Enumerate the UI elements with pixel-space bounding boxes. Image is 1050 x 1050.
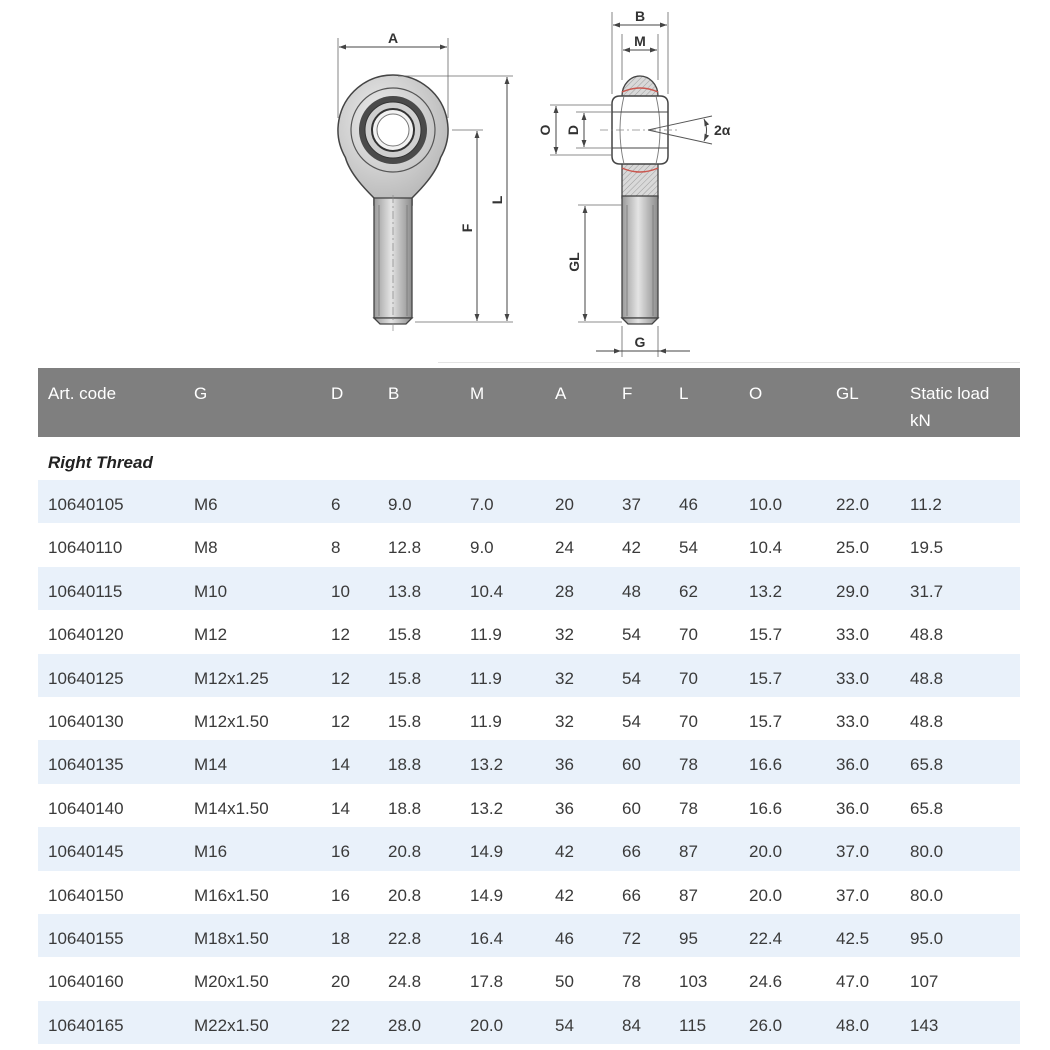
- cell-art-code: 10640105: [48, 495, 124, 514]
- cell-a: 32: [555, 668, 574, 688]
- cell-f: 60: [622, 755, 641, 775]
- cell-gl: 47.0: [836, 972, 870, 992]
- bore: [377, 114, 409, 146]
- cell-m: 11.9: [470, 668, 502, 688]
- cell-o: 20.0: [749, 842, 783, 862]
- cell-b: 20.8: [388, 842, 422, 862]
- cell-o: 24.6: [749, 972, 783, 992]
- cell-gl: 25.0: [836, 538, 870, 558]
- cell-a: 54: [555, 1015, 574, 1035]
- angle-label-2alpha: 2α: [714, 122, 731, 138]
- header-m: M: [470, 384, 485, 403]
- side-view: [537, 8, 731, 357]
- cell-g: M8: [194, 538, 218, 558]
- cell-art-code: 10640165: [48, 1015, 124, 1035]
- table-row: [38, 957, 1020, 1000]
- header-f: F: [622, 384, 633, 403]
- cell-o: 20.0: [749, 885, 783, 905]
- cell-d: 8: [331, 538, 341, 558]
- cell-a: 42: [555, 842, 574, 862]
- cell-m: 14.9: [470, 842, 504, 862]
- cell-l: 87: [679, 842, 698, 862]
- dimension-label-o: O: [537, 124, 553, 136]
- cell-f: 37: [622, 495, 641, 514]
- shank-chamfer: [622, 318, 658, 324]
- dimension-label-d: D: [565, 124, 581, 136]
- cell-b: 15.8: [388, 625, 422, 645]
- header-art-code: Art. code: [48, 384, 117, 403]
- cell-a: 36: [555, 798, 574, 818]
- cell-gl: 36.0: [836, 755, 870, 775]
- header-g: G: [194, 384, 208, 403]
- cell-art-code: 10640125: [48, 668, 124, 688]
- table-row: [38, 523, 1020, 566]
- cell-f: 72: [622, 928, 641, 948]
- cell-f: 48: [622, 581, 641, 601]
- cell-static-load: 80.0: [910, 885, 944, 905]
- cell-static-load: 107: [910, 972, 939, 992]
- cell-l: 46: [679, 495, 698, 514]
- cell-f: 78: [622, 972, 641, 992]
- cell-l: 62: [679, 581, 698, 601]
- cell-o: 26.0: [749, 1015, 783, 1035]
- cell-static-load: 19.5: [910, 538, 944, 558]
- dimension-label-gl: GL: [566, 252, 582, 272]
- cell-art-code: 10640155: [48, 928, 124, 948]
- section-row: [38, 437, 1020, 480]
- divider: [438, 362, 1020, 363]
- cell-gl: 37.0: [836, 842, 870, 862]
- cell-o: 22.4: [749, 928, 783, 948]
- section-label: Right Thread: [48, 453, 153, 472]
- dimension-label-m: M: [634, 33, 646, 49]
- cell-b: 15.8: [388, 668, 422, 688]
- cell-m: 16.4: [470, 928, 504, 948]
- cell-d: 10: [331, 581, 350, 601]
- cell-static-load: 95.0: [910, 928, 944, 948]
- header-l: L: [679, 384, 689, 403]
- cell-static-load: 48.8: [910, 711, 944, 731]
- cell-g: M14x1.50: [194, 798, 269, 818]
- cell-static-load: 65.8: [910, 755, 944, 775]
- cell-g: M22x1.50: [194, 1015, 269, 1035]
- cell-l: 78: [679, 798, 698, 818]
- cell-gl: 36.0: [836, 798, 870, 818]
- cell-d: 6: [331, 495, 341, 514]
- cell-m: 17.8: [470, 972, 504, 992]
- cell-gl: 42.5: [836, 928, 870, 948]
- cell-art-code: 10640110: [48, 538, 123, 558]
- cell-d: 14: [331, 755, 350, 775]
- cell-g: M20x1.50: [194, 972, 269, 992]
- dimensions-table: [38, 368, 1020, 1044]
- cell-g: M12: [194, 625, 228, 645]
- cell-d: 12: [331, 625, 350, 645]
- header-a: A: [555, 384, 567, 403]
- table-row: [38, 654, 1020, 697]
- dimension-label-b: B: [634, 8, 646, 24]
- cell-o: 13.2: [749, 581, 783, 601]
- cell-b: 12.8: [388, 538, 422, 558]
- cell-a: 46: [555, 928, 574, 948]
- cell-m: 13.2: [470, 798, 504, 818]
- cell-l: 70: [679, 668, 698, 688]
- table-row: [38, 914, 1020, 957]
- cell-f: 84: [622, 1015, 641, 1035]
- cell-f: 54: [622, 711, 641, 731]
- rod-end-technical-drawing: [0, 0, 1050, 365]
- cell-g: M6: [194, 495, 218, 514]
- cell-art-code: 10640115: [48, 581, 123, 601]
- dimension-label-g: G: [634, 334, 646, 350]
- cell-art-code: 10640145: [48, 842, 124, 862]
- table-row: [38, 567, 1020, 610]
- cell-d: 14: [331, 798, 350, 818]
- table-row: [38, 697, 1020, 740]
- cell-g: M18x1.50: [194, 928, 269, 948]
- header-d: D: [331, 384, 344, 403]
- cell-o: 15.7: [749, 711, 783, 731]
- cell-m: 7.0: [470, 495, 494, 514]
- cell-art-code: 10640140: [48, 798, 124, 818]
- cell-l: 70: [679, 625, 698, 645]
- cell-o: 10.4: [749, 538, 783, 558]
- cell-m: 11.9: [470, 625, 502, 645]
- cell-b: 9.0: [388, 495, 412, 514]
- cell-static-load: 143: [910, 1015, 939, 1035]
- cell-gl: 33.0: [836, 711, 870, 731]
- cell-art-code: 10640135: [48, 755, 124, 775]
- cell-l: 70: [679, 711, 698, 731]
- cell-b: 13.8: [388, 581, 422, 601]
- cell-o: 16.6: [749, 798, 783, 818]
- cell-l: 95: [679, 928, 698, 948]
- cell-d: 20: [331, 972, 350, 992]
- cell-f: 66: [622, 842, 641, 862]
- cell-art-code: 10640120: [48, 625, 124, 645]
- header-o: O: [749, 384, 763, 403]
- cell-static-load: 48.8: [910, 668, 944, 688]
- table-row: [38, 1001, 1020, 1044]
- cell-a: 32: [555, 625, 574, 645]
- cell-static-load: 80.0: [910, 842, 944, 862]
- cell-a: 24: [555, 538, 574, 558]
- cell-l: 54: [679, 538, 698, 558]
- cell-d: 16: [331, 842, 350, 862]
- cell-g: M12x1.25: [194, 668, 269, 688]
- cell-f: 42: [622, 538, 641, 558]
- cell-static-load: 11.2: [910, 495, 942, 514]
- cell-g: M10: [194, 581, 228, 601]
- cell-art-code: 10640160: [48, 972, 124, 992]
- cell-gl: 48.0: [836, 1015, 870, 1035]
- table-row: [38, 784, 1020, 827]
- header-b: B: [388, 384, 400, 403]
- cell-gl: 37.0: [836, 885, 870, 905]
- cell-gl: 22.0: [836, 495, 870, 514]
- cell-d: 12: [331, 668, 350, 688]
- cell-d: 18: [331, 928, 350, 948]
- cell-static-load: 48.8: [910, 625, 944, 645]
- cell-gl: 29.0: [836, 581, 870, 601]
- front-view: [338, 30, 513, 332]
- cell-g: M14: [194, 755, 228, 775]
- cell-m: 20.0: [470, 1015, 504, 1035]
- angle-arc: [704, 119, 707, 141]
- cell-g: M12x1.50: [194, 711, 269, 731]
- dimension-label-a: A: [387, 30, 399, 46]
- cell-gl: 33.0: [836, 625, 870, 645]
- cell-g: M16: [194, 842, 228, 862]
- cell-a: 28: [555, 581, 574, 601]
- cell-m: 11.9: [470, 711, 502, 731]
- cell-o: 16.6: [749, 755, 783, 775]
- cell-d: 16: [331, 885, 350, 905]
- cell-l: 87: [679, 885, 698, 905]
- cell-a: 36: [555, 755, 574, 775]
- cell-l: 78: [679, 755, 698, 775]
- cell-m: 14.9: [470, 885, 504, 905]
- cell-g: M16x1.50: [194, 885, 269, 905]
- table-row: [38, 740, 1020, 783]
- cell-a: 50: [555, 972, 574, 992]
- cell-a: 20: [555, 495, 574, 514]
- cell-m: 9.0: [470, 538, 494, 558]
- cell-d: 22: [331, 1015, 350, 1035]
- cell-b: 18.8: [388, 755, 422, 775]
- dimension-label-f: F: [459, 223, 475, 233]
- table-row: [38, 480, 1020, 523]
- table-row: [38, 871, 1020, 914]
- cell-a: 42: [555, 885, 574, 905]
- cell-a: 32: [555, 711, 574, 731]
- cell-b: 15.8: [388, 711, 422, 731]
- cell-b: 24.8: [388, 972, 422, 992]
- table-header: [38, 368, 1020, 437]
- cell-f: 54: [622, 625, 641, 645]
- header-static-load: Static load kN: [910, 384, 990, 430]
- cell-static-load: 65.8: [910, 798, 944, 818]
- cell-gl: 33.0: [836, 668, 870, 688]
- dimension-label-l: L: [489, 195, 505, 205]
- cell-f: 66: [622, 885, 641, 905]
- table-body: [38, 480, 1020, 1044]
- cell-o: 15.7: [749, 625, 783, 645]
- cell-art-code: 10640130: [48, 711, 124, 731]
- table-row: [38, 827, 1020, 870]
- cell-b: 28.0: [388, 1015, 422, 1035]
- cell-b: 18.8: [388, 798, 422, 818]
- cell-static-load: 31.7: [910, 581, 944, 601]
- cell-o: 10.0: [749, 495, 783, 514]
- cell-l: 103: [679, 972, 708, 992]
- cell-l: 115: [679, 1015, 707, 1035]
- cell-d: 12: [331, 711, 350, 731]
- header-gl: GL: [836, 384, 859, 403]
- table-row: [38, 610, 1020, 653]
- cell-b: 20.8: [388, 885, 422, 905]
- cell-o: 15.7: [749, 668, 783, 688]
- cell-f: 60: [622, 798, 641, 818]
- cell-b: 22.8: [388, 928, 422, 948]
- cell-art-code: 10640150: [48, 885, 124, 905]
- cell-m: 13.2: [470, 755, 504, 775]
- cell-m: 10.4: [470, 581, 504, 601]
- cell-f: 54: [622, 668, 641, 688]
